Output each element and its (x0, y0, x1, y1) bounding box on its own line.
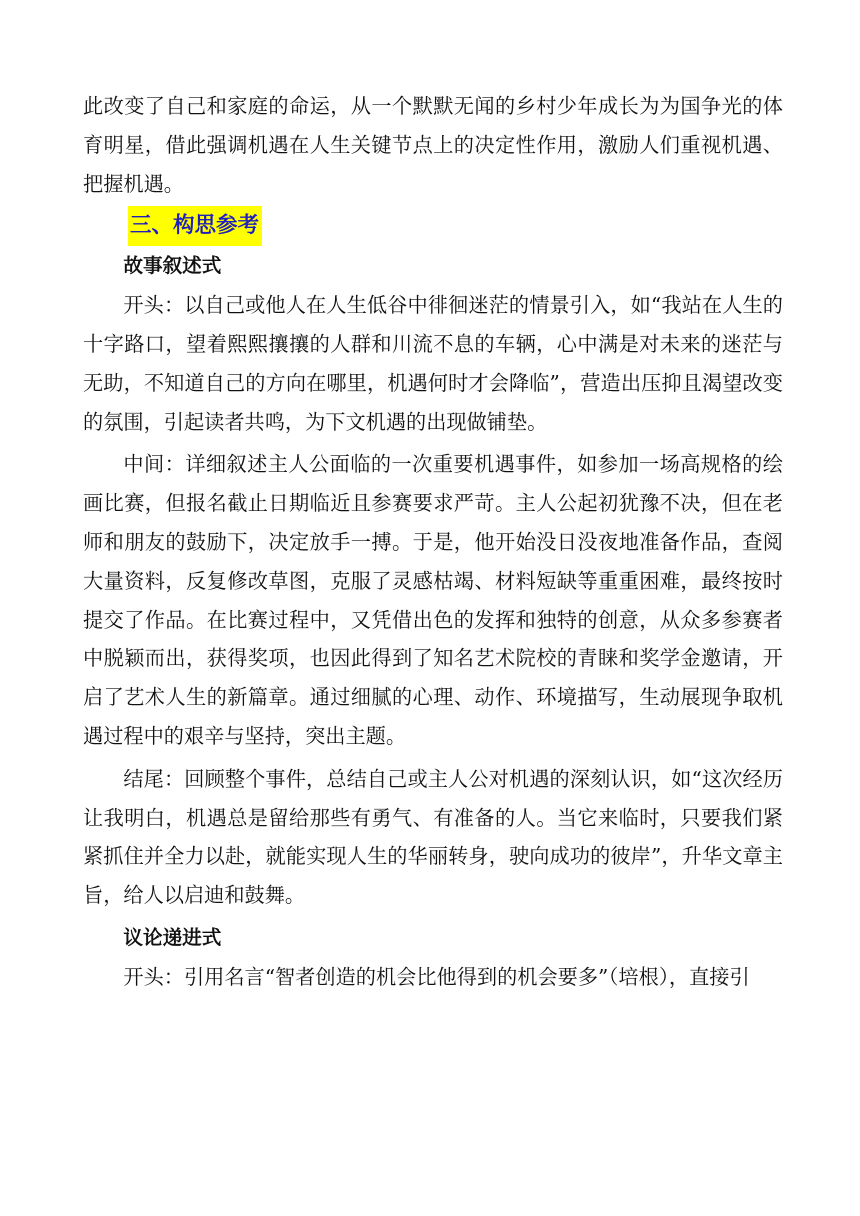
subheading-argument-progression: 议论递进式 (123, 925, 222, 949)
paragraph-story-opening: 开头：以自己或他人在人生低谷中徘徊迷茫的情景引入，如“我站在人生的十字路口，望着熙熙攘攘的人群和川流不息的车辆，心中满是对未来的迷茫与无助，不知道自己的方向在哪里，机遇何时才会降临”，营造出压抑且渴望改变的氛围，引起读者共鸣，为下文机遇的出现做铺垫。 (83, 293, 783, 434)
paragraph-continuation: 此改变了自己和家庭的命运，从一个默默无闻的乡村少年成长为为国争光的体育明星，借此强调机遇在人生关键节点上的决定性作用，激励人们重视机遇、把握机遇。 (83, 94, 783, 196)
section-heading-wrap (128, 206, 783, 246)
section-heading: 三、构思参考 (128, 206, 262, 246)
subheading-story-narration: 故事叙述式 (123, 254, 222, 278)
document-page (83, 87, 783, 997)
paragraph-story-middle: 中间：详细叙述主人公面临的一次重要机遇事件，如参加一场高规格的绘画比赛，但报名截止日期临近且参赛要求严苛。主人公起初犹豫不决，但在老师和朋友的鼓励下，决定放手一搏。于是，他开始没日没夜地准备作品，查阅大量资料，反复修改草图，克服了灵感枯竭、材料短缺等重重困难，最终按时提交了作品。在比赛过程中，又凭借出色的发挥和独特的创意，从众多参赛者中脱颖而出，获得奖项，也因此得到了知名艺术院校的青睐和奖学金邀请，开启了艺术人生的新篇章。通过细腻的心理、动作、环境描写，生动展现争取机遇过程中的艰辛与坚持，突出主题。 (83, 452, 783, 748)
paragraph-argument-opening: 开头：引用名言“智者创造的机会比他得到的机会要多”（培根），直接引 (123, 964, 750, 989)
paragraph-story-ending: 结尾：回顾整个事件，总结自己或主人公对机遇的深刻认识，如“这次经历让我明白，机遇总是留给那些有勇气、有准备的人。当它来临时，只要我们紧紧抓住并全力以赴，就能实现人生的华丽转身，驶向成功的彼岸”，升华文章主旨，给人以启迪和鼓舞。 (83, 766, 783, 908)
